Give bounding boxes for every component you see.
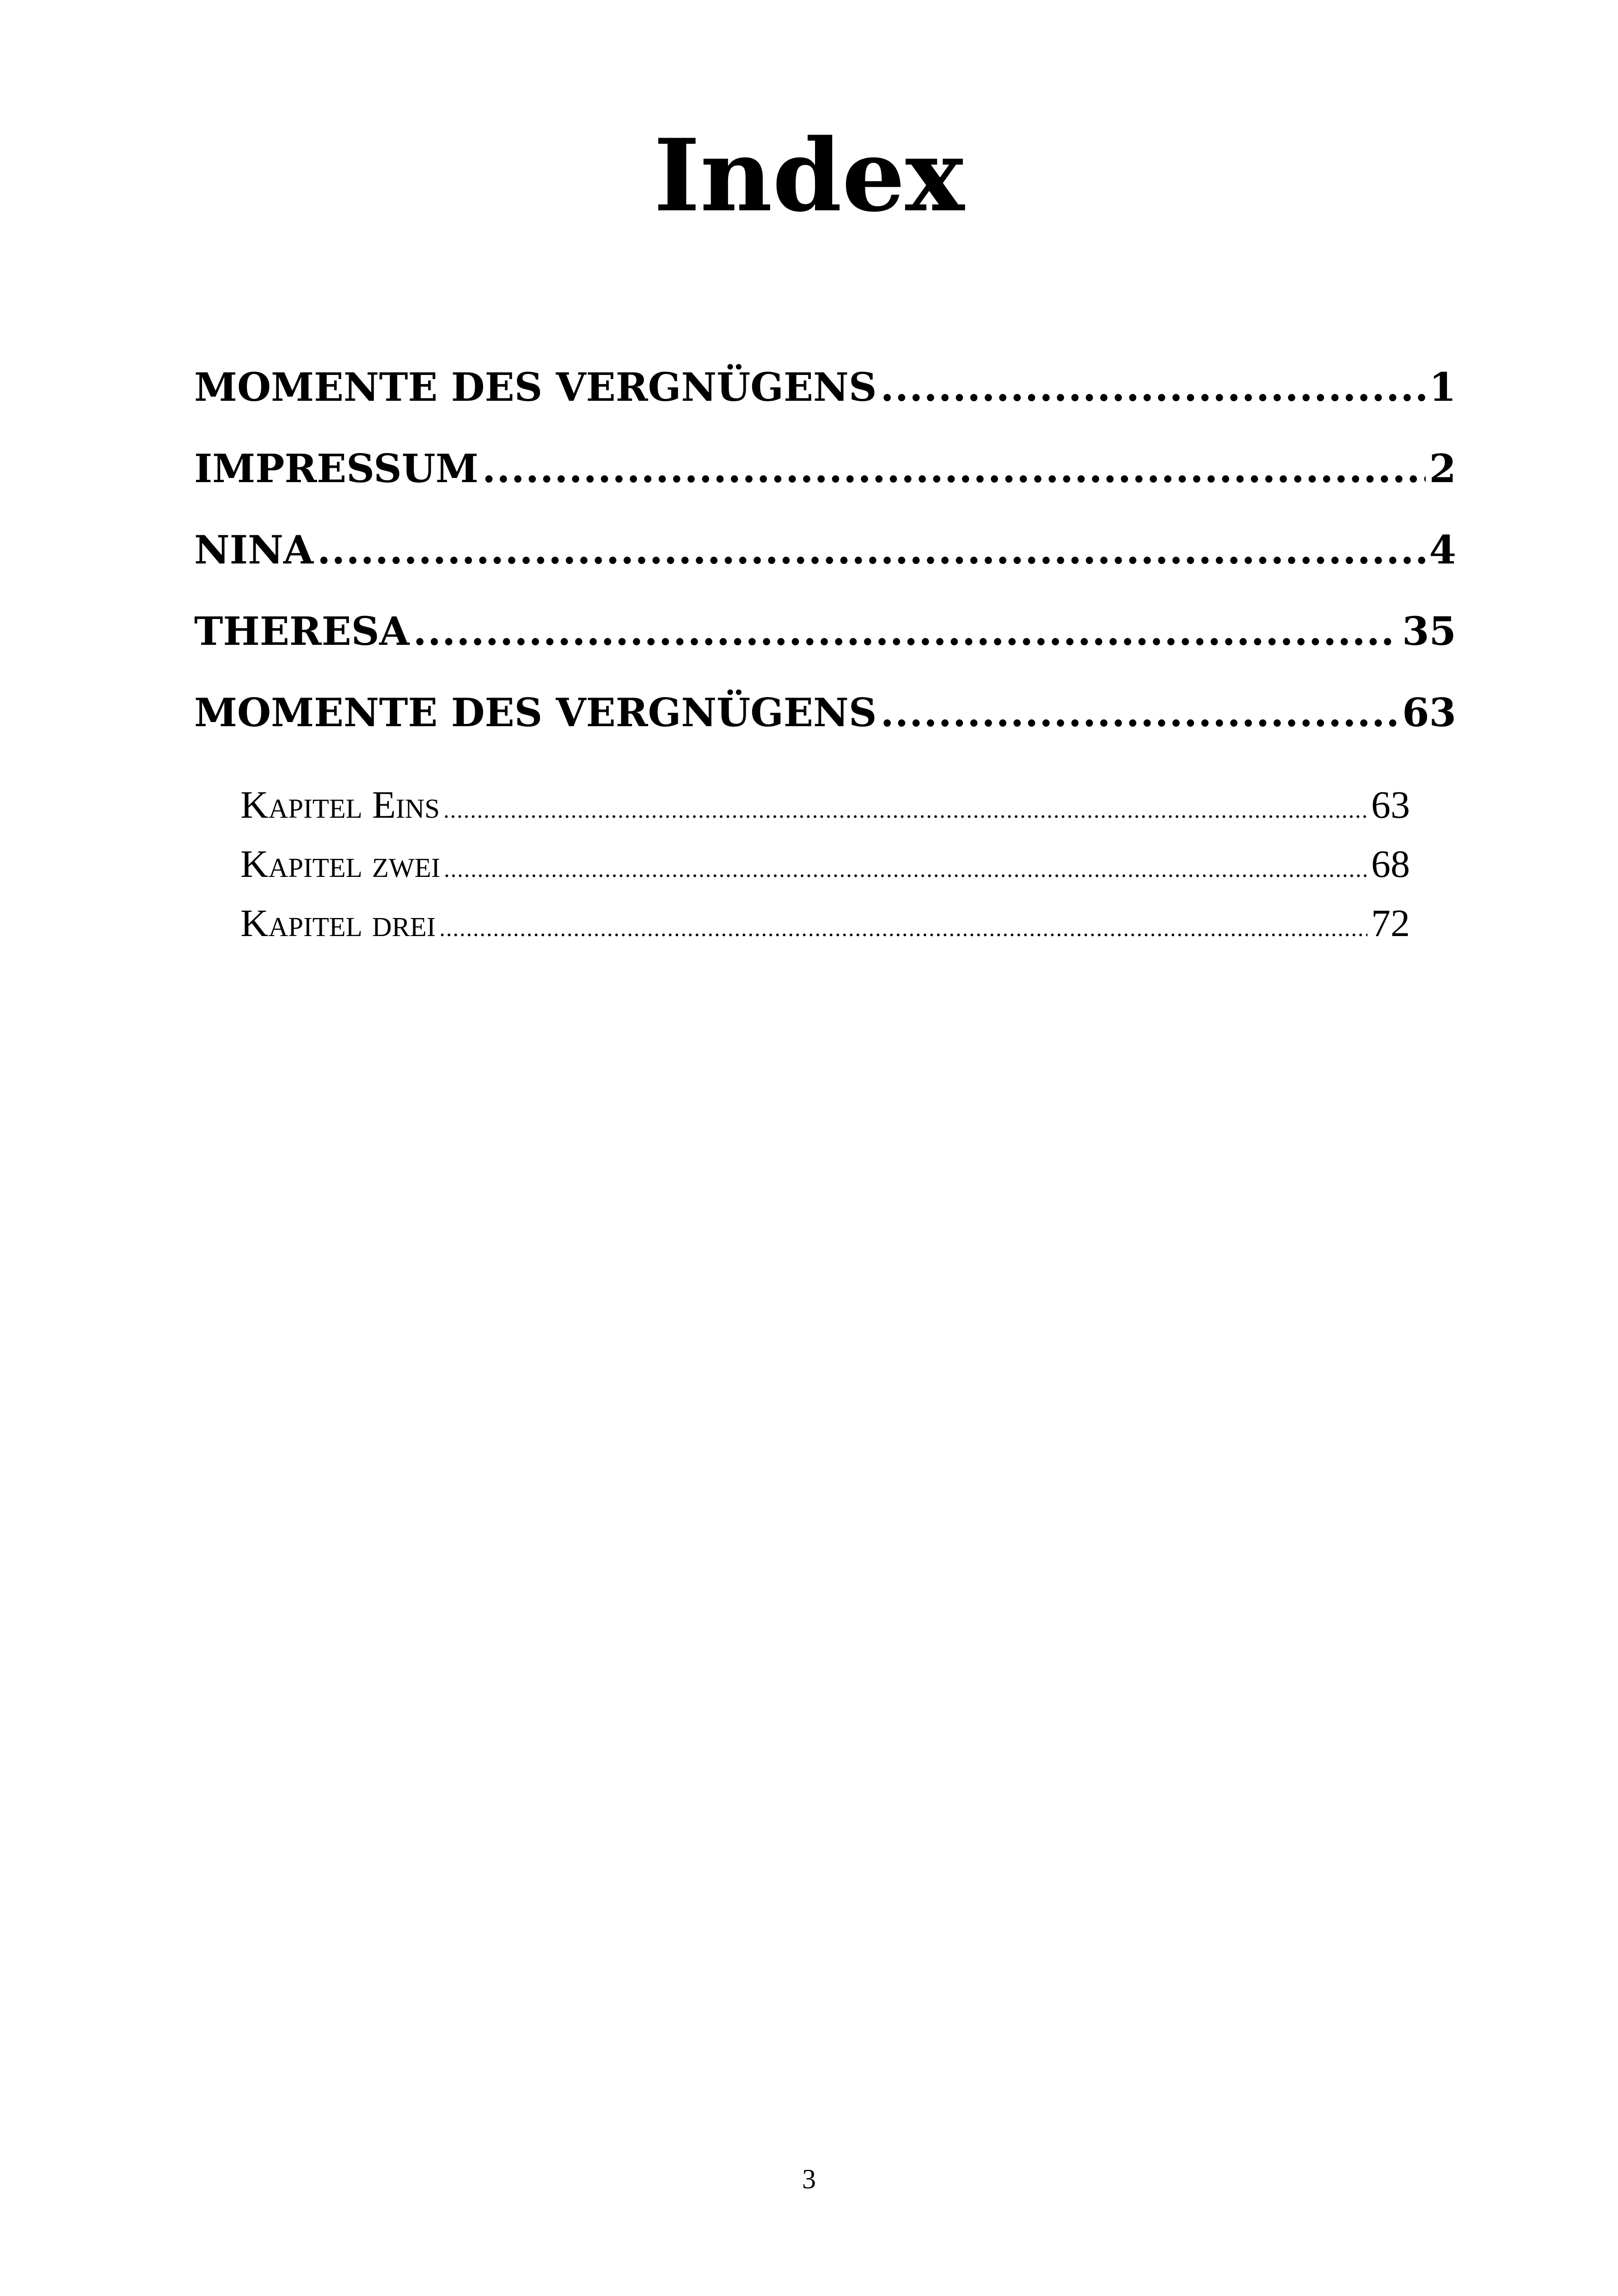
table-of-contents [194,361,1456,953]
toc-leader-dots [444,839,1367,899]
toc-entry-label: IMPRESSUM [194,446,478,491]
toc-entry-label: MOMENTE DES VERGNÜGENS [194,690,877,735]
toc-entry[interactable] [194,686,1456,767]
toc-entry[interactable] [194,361,1456,442]
toc-subentry-label: Kapitel drei [240,902,436,945]
toc-subentry-label: Kapitel zwei [240,843,441,886]
toc-entry-page: 1 [1429,364,1456,410]
page-number: 3 [802,2164,816,2194]
toc-subentry-page: 63 [1371,784,1410,827]
toc-subentry-page: 72 [1371,902,1410,945]
toc-entry-label: MOMENTE DES VERGNÜGENS [194,364,877,410]
toc-entry-label: NINA [194,527,314,573]
toc-leader-dots [440,899,1368,958]
toc-entry-page: 35 [1402,608,1456,654]
page-title: Index [653,117,965,234]
toc-leader-dots [443,780,1367,839]
toc-subentries [240,776,1410,953]
toc-subentry[interactable] [240,835,1410,894]
toc-entry[interactable] [194,523,1456,605]
toc-leader-dots [317,523,1426,577]
toc-entry-page: 2 [1429,446,1456,491]
toc-leader-dots [482,442,1426,496]
toc-entry-page: 4 [1429,527,1456,573]
toc-subentry[interactable] [240,776,1410,835]
toc-entry[interactable] [194,442,1456,523]
toc-entry[interactable] [194,605,1456,686]
toc-entry-label: THERESA [194,608,410,654]
toc-subentry-label: Kapitel Eins [240,784,440,827]
toc-leader-dots [880,686,1398,740]
toc-subentry[interactable] [240,894,1410,953]
toc-entry-page: 63 [1402,690,1456,735]
toc-subentry-page: 68 [1371,843,1410,886]
toc-leader-dots [413,605,1399,658]
toc-leader-dots [880,361,1425,414]
